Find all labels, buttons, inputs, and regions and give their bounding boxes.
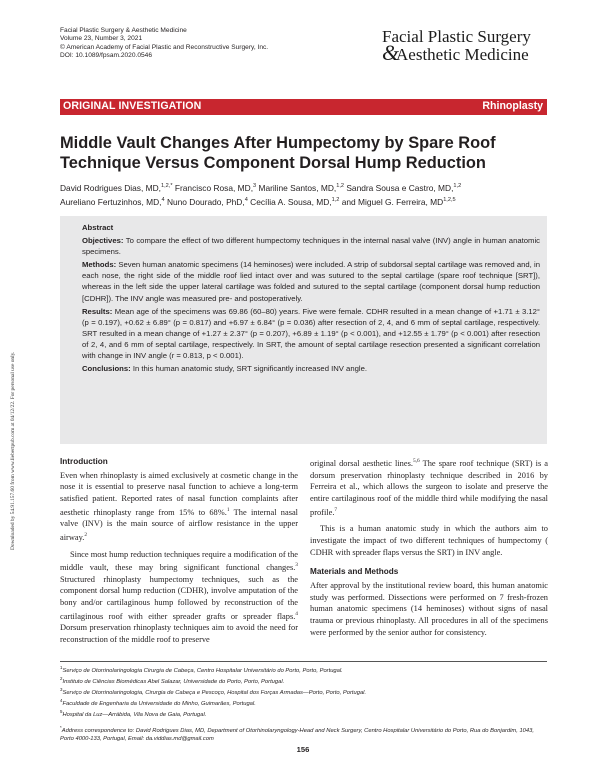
author: Nuno Dourado, PhD,$^4$ bbox=[166, 197, 248, 208]
col2-paragraph-1: original dorsal aesthetic lines.$^{5,6}$ The spare roof technique (SRT) is a dorsum preservation rhinoplasty technique described in 2016 by Ferreira et al., which allows the surgeon to isolate and preserve the entire cartilaginous roof of the middle third while modifying the nasal profile.$^7$ bbox=[310, 458, 548, 517]
author-list bbox=[60, 180, 550, 209]
logo-line-2: Aesthetic Medicine bbox=[396, 45, 529, 64]
affiliation: $^5$Hospital da Luz—Arrábida, Vila Nova de Gaia, Portugal. bbox=[60, 708, 207, 718]
abstract bbox=[82, 222, 540, 376]
section-category: Rhinoplasty bbox=[482, 100, 543, 112]
author: Sandra Sousa e Castro, MD,$^{1,2}$ bbox=[346, 182, 462, 193]
affiliation: $^1$Serviço de Otorrinolaringologia Cirurgia de Cabeça, Centro Hospitalar Universitário do Porto, Porto, Portugal. bbox=[60, 665, 343, 674]
materials-methods-paragraph: After approval by the institutional review board, this human anatomic study was performed. Dissections were performed on 7 fresh-frozen human anatomic specimens (14 heminoses) without signs of nasal trauma or previous rhinoplasty. All procedures in all of the specimens were performed by the senior author for consistency. bbox=[310, 580, 548, 637]
affiliation: $^3$Serviço de Otorrinolaringologia, Cirurgia de Cabeça e Pescoço, Hospital dos Forças Armadas—Porto, Porto, Portugal. bbox=[60, 686, 367, 696]
materials-methods-heading: Materials and Methods bbox=[310, 567, 399, 577]
abstract-objectives: Objectives: To compare the effect of two different humpectomy techniques in the internal nasal valve (INV) angle in human anatomic specimens. bbox=[82, 236, 540, 257]
intro-paragraph-1: Even when rhinoplasty is aimed exclusively at cosmetic change in the nose it is essential to preserve nasal function to achieve a long-term satisfied patient. Reported rates of nasal function complaints after aesthetic rhinoplasty range from 15% to 68%.$^1$ The internal nasal valve (INV) is the main source of airflow resistance in the upper airway.$^2$ bbox=[60, 470, 299, 542]
logo-line-1: Facial Plastic Surgery bbox=[382, 27, 531, 46]
abstract-methods: Methods: Seven human anatomic specimens (14 heminoses) were included. A strip of subdorsal septal cartilage was removed and, in each nose, the right side of the middle roof lied intact over and was sutured to the septal cartilage (spare roof technique [SRT]), whereas in the left side the upper lateral cartilage was folded and sutured to the septal cartilage (component dorsal hump reduction [CDHR]). The INV angle was measured pre- and postoperatively. bbox=[82, 260, 540, 303]
abstract-results: Results: Mean age of the specimens was 69.86 (60–80) years. Five were female. CDHR resulted in a mean change of +1.71 ± 3.12° (p = 0.197), +0.62 ± 6.89° (p = 0.817) and +6.97 ± 6.84° (p = 0.036) after resection of 2, 4, and 6 mm of septal cartilage, respectively. SRT resulted in a mean change of +1.27 ± 2.37° (p = 0.207), +6.89 ± 1.19° (p < 0.001), and +12.55 ± 1.79° (p < 0.001) after resection of 2, 4, and 6 mm of septal cartilage, respectively. In SRT, the amount of septal cartilage resection presented a significant correlation with change in INV angle (r = 0.813, p < 0.001). bbox=[82, 306, 540, 361]
affiliation: $^2$Instituto de Ciências Biomédicas Abel Salazar, Universidade do Porto, Porto, Portugal. bbox=[60, 675, 285, 685]
journal-logo bbox=[382, 27, 552, 65]
intro-heading: Introduction bbox=[60, 457, 108, 466]
section-bar bbox=[60, 99, 547, 115]
author: Aureliano Fertuzinhos, MD,$^4$ bbox=[60, 197, 165, 208]
author: and Miguel G. Ferreira, MD$^{1,2,5}$ bbox=[341, 197, 456, 208]
intro-paragraph-2: Since most hump reduction techniques require a modification of the middle vault, these may bring significant functional changes.$^3$ Structured rhinoplasty humpectomy techniques, such as the component dorsal hump reduction (CDHR), involve amputation of the bony and/or cartilaginous hump followed by reconstruction of the cartilaginous roof with either spreader grafts or spreader flaps.$^4$ Dorsum preservation rhinoplasty techniques aim to avoid the need for reconstruction of the middle roof to preserve bbox=[60, 549, 298, 645]
journal-copyright: © American Academy of Facial Plastic and Reconstructive Surgery, Inc. bbox=[60, 43, 269, 51]
affiliations bbox=[60, 664, 547, 743]
author: Mariline Santos, MD,$^{1,2}$ bbox=[258, 182, 344, 193]
abstract-conclusions: Conclusions: In this human anatomic study, SRT significantly increased INV angle. bbox=[82, 364, 367, 374]
footnote-divider bbox=[60, 661, 547, 662]
article-title: Middle Vault Changes After Humpectomy by Spare Roof Technique Versus Component Dorsal Hump Reduction bbox=[60, 134, 496, 172]
col2-paragraph-2: This is a human anatomic study in which the authors aim to investigate the impact of two different techniques of humpectomy ( CDHR with spreader flaps versus the SRT) in INV angle. bbox=[310, 524, 548, 557]
journal-volume: Volume 23, Number 3, 2021 bbox=[60, 35, 143, 43]
author: Cecília A. Sousa, MD,$^{1,2}$ bbox=[250, 197, 340, 208]
download-side-note: Downloaded by 54.91.157.60 from www.liebertpub.com at 04/12/22. For personal use only. bbox=[10, 351, 16, 550]
author: David Rodrigues Dias, MD,$^{1,2,*}$ bbox=[60, 182, 173, 193]
journal-name: Facial Plastic Surgery & Aesthetic Medicine bbox=[60, 27, 187, 34]
body-column-right bbox=[310, 456, 548, 638]
affiliation: $^4$Faculdade de Engenharia da Universidade do Minho, Guimarães, Portugal. bbox=[60, 697, 256, 707]
page-number: 156 bbox=[296, 745, 310, 754]
body-column-left bbox=[60, 456, 298, 646]
journal-doi[interactable]: DOI: 10.1089/fpsam.2020.0546 bbox=[60, 52, 153, 60]
correspondence: *Address correspondence to: David Rodrigues Dias, MD, Department of Otorhinolaryngology-Head and Neck Surgery, Centro Hospitalar Universitário do Porto, Rua do Bonjardim, 1043, Porto 4000-133, Portugal, Email: da.viddias.md@gmail.com bbox=[60, 724, 534, 742]
author: Francisco Rosa, MD,$^3$ bbox=[174, 182, 257, 193]
logo-ampersand: & bbox=[382, 40, 400, 65]
abstract-heading: Abstract bbox=[82, 223, 114, 232]
section-label: ORIGINAL INVESTIGATION bbox=[63, 100, 202, 112]
journal-meta bbox=[60, 27, 268, 61]
